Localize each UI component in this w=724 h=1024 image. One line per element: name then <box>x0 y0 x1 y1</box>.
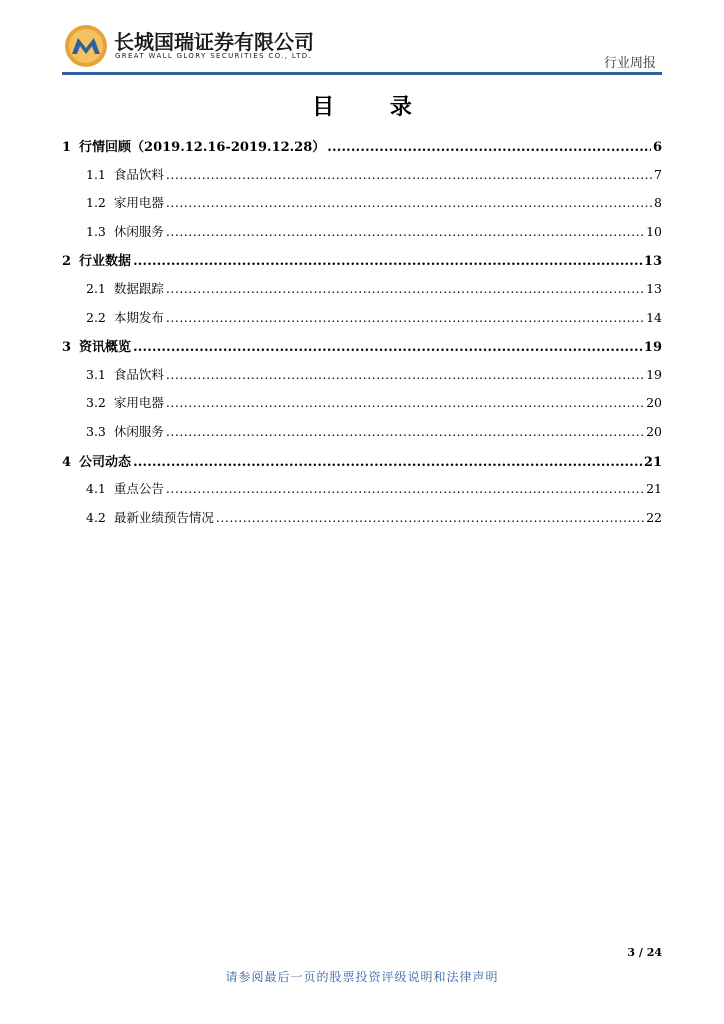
dot-leader <box>166 167 652 182</box>
toc-entry-1-1[interactable] <box>62 165 662 194</box>
toc-entry-label: 行情回顾（2019.12.16-2019.12.28） <box>79 140 326 155</box>
toc-entry-page: 10 <box>646 223 662 239</box>
toc-entry-page: 13 <box>646 280 662 296</box>
report-type-label: 行业周报 <box>603 56 656 71</box>
dot-leader <box>166 281 644 296</box>
toc-entry-1-3[interactable] <box>62 222 662 251</box>
toc-entry-number: 2 <box>62 254 72 270</box>
toc-entry-1[interactable] <box>62 136 662 165</box>
toc-entry-2-1[interactable] <box>62 279 662 308</box>
dot-leader <box>166 195 652 210</box>
dot-leader <box>133 455 642 470</box>
toc-entry-3-1[interactable] <box>62 365 662 394</box>
toc-entry-page: 8 <box>654 195 662 211</box>
toc-entry-page: 19 <box>646 366 662 382</box>
toc-entry-number: 3 <box>62 340 72 356</box>
brand-name-cn: 长城国瑞证券有限公司 <box>114 30 314 54</box>
toc-entry-page: 6 <box>652 140 662 155</box>
toc-entry-page: 7 <box>654 166 662 182</box>
table-of-contents <box>62 136 662 536</box>
dot-leader <box>166 224 644 239</box>
toc-entry-1-2[interactable] <box>62 193 662 222</box>
toc-entry-page: 21 <box>643 454 662 470</box>
toc-entry-number: 2.2 <box>86 309 106 325</box>
great-wall-logo-icon <box>64 24 108 68</box>
toc-entry-3[interactable] <box>62 336 662 365</box>
toc-entry-page: 21 <box>646 481 662 497</box>
toc-entry-number: 2.1 <box>86 280 106 296</box>
toc-entry-number: 3.3 <box>86 423 106 439</box>
toc-entry-number: 3.2 <box>86 395 106 411</box>
toc-entry-label: 资讯概览 <box>79 340 132 356</box>
toc-entry-page: 20 <box>646 423 662 439</box>
dot-leader <box>216 510 644 525</box>
toc-entry-number: 1.1 <box>86 166 106 182</box>
page-indicator: 3 / 24 <box>627 946 662 959</box>
toc-entry-page: 14 <box>646 309 662 325</box>
dot-leader <box>133 254 642 269</box>
toc-entry-label: 休闲服务 <box>113 223 164 239</box>
toc-entry-page: 13 <box>643 254 662 270</box>
toc-entry-2-2[interactable] <box>62 308 662 337</box>
dot-leader <box>327 140 651 155</box>
toc-entry-2[interactable] <box>62 250 662 279</box>
toc-entry-3-3[interactable] <box>62 422 662 451</box>
toc-entry-label: 公司动态 <box>79 454 132 470</box>
toc-entry-4-2[interactable] <box>62 508 662 537</box>
toc-entry-number: 1 <box>62 140 72 155</box>
dot-leader <box>166 395 644 410</box>
toc-entry-number: 1.2 <box>86 195 106 211</box>
toc-entry-page: 20 <box>646 395 662 411</box>
toc-title: 目 录 <box>312 94 436 120</box>
dot-leader <box>166 481 644 496</box>
toc-entry-label: 食品饮料 <box>113 166 164 182</box>
toc-entry-number: 4 <box>62 454 72 470</box>
dot-leader <box>166 310 644 325</box>
toc-entry-number: 4.1 <box>86 481 106 497</box>
toc-entry-label: 行业数据 <box>79 254 132 270</box>
toc-entry-label: 食品饮料 <box>113 366 164 382</box>
brand-name-en: GREAT WALL GLORY SECURITIES CO., LTD. <box>115 52 313 60</box>
toc-entry-4-1[interactable] <box>62 479 662 508</box>
toc-entry-number: 1.3 <box>86 223 106 239</box>
toc-entry-number: 4.2 <box>86 509 106 525</box>
toc-entry-4[interactable] <box>62 451 662 480</box>
toc-entry-label: 重点公告 <box>113 481 164 497</box>
footer-disclaimer: 请参阅最后一页的股票投资评级说明和法律声明 <box>225 970 499 984</box>
toc-entry-label: 家用电器 <box>113 395 164 411</box>
dot-leader <box>166 424 644 439</box>
toc-entry-label: 本期发布 <box>113 309 164 325</box>
dot-leader <box>133 340 642 355</box>
toc-entry-label: 最新业绩预告情况 <box>113 509 214 525</box>
toc-entry-3-2[interactable] <box>62 393 662 422</box>
dot-leader <box>166 367 644 382</box>
header-divider <box>62 72 662 75</box>
toc-entry-label: 数据跟踪 <box>113 280 164 296</box>
toc-entry-page: 22 <box>646 509 662 525</box>
toc-entry-label: 家用电器 <box>113 195 164 211</box>
toc-entry-number: 3.1 <box>86 366 106 382</box>
toc-entry-page: 19 <box>643 340 662 356</box>
toc-entry-label: 休闲服务 <box>113 423 164 439</box>
